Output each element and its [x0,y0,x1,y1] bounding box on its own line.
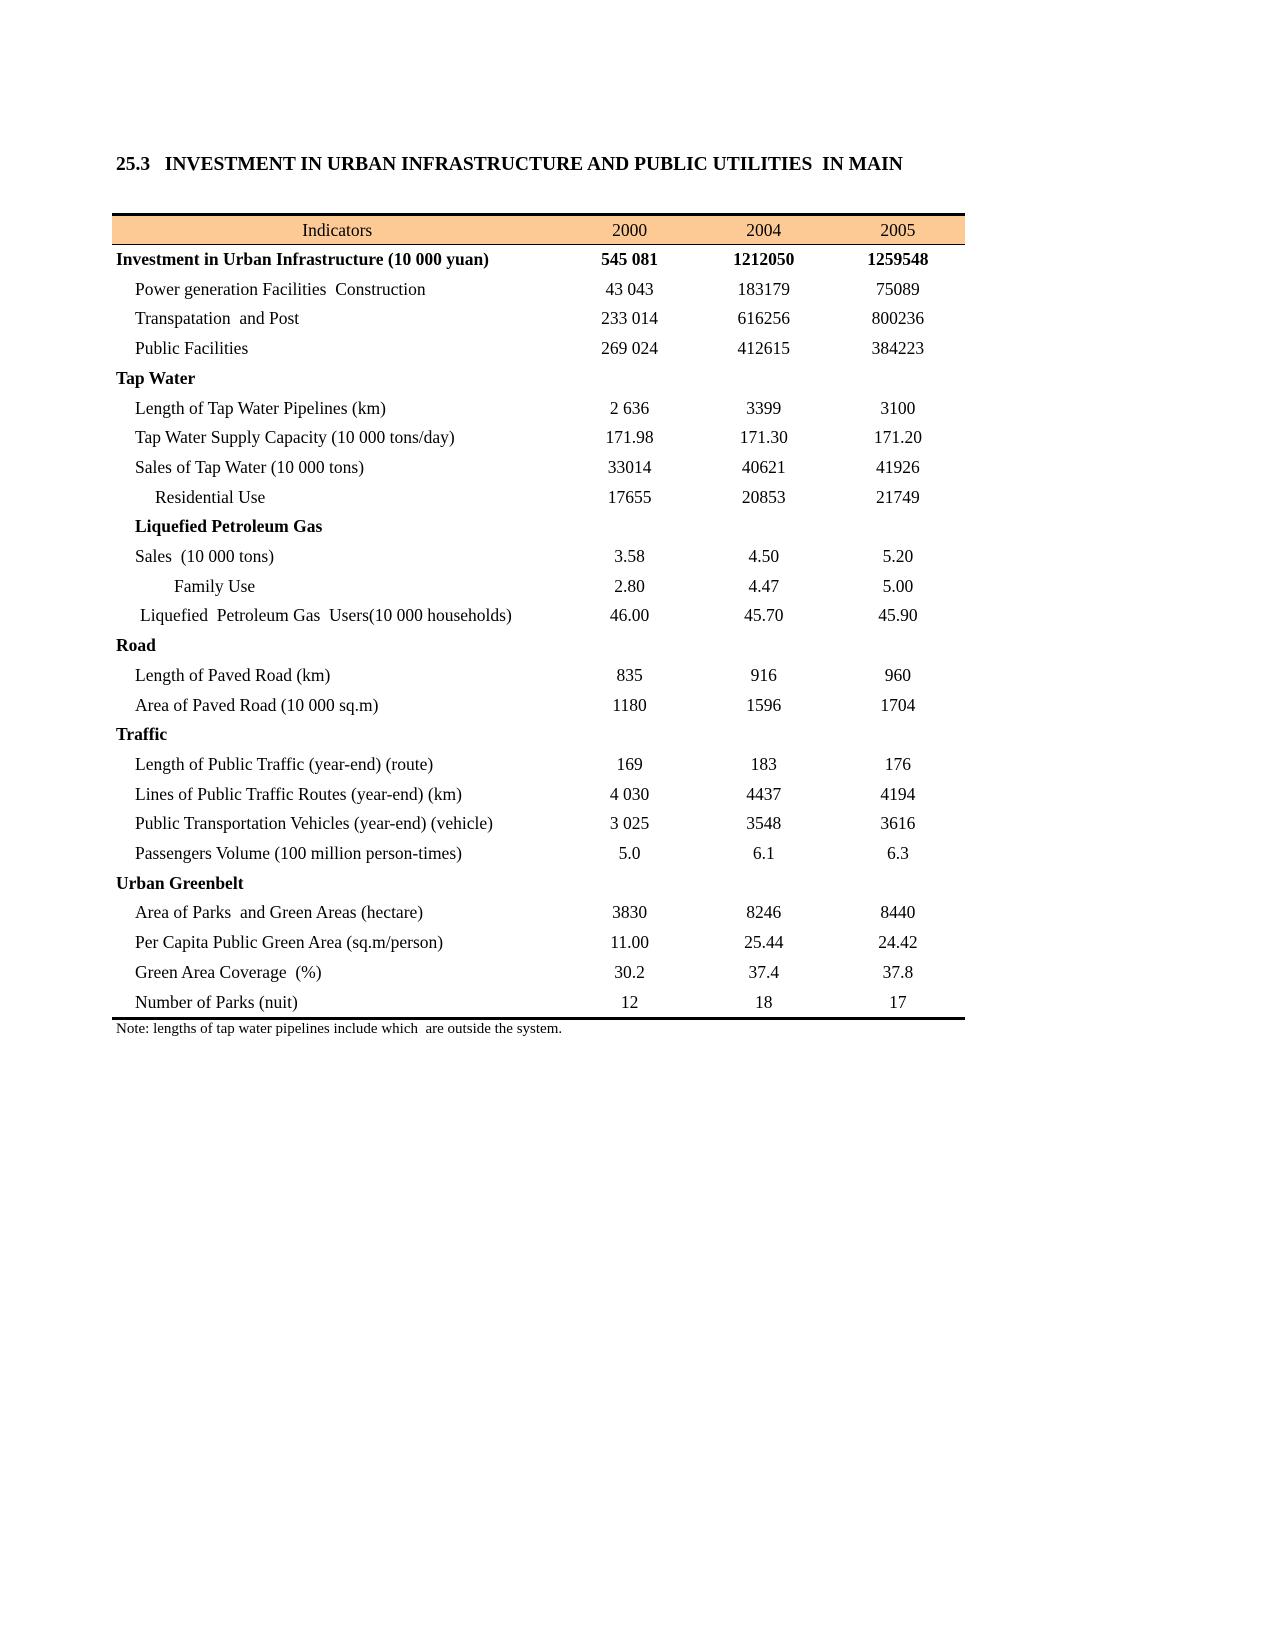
row-label: Area of Paved Road (10 000 sq.m) [135,694,379,715]
cell-2005: 17 [831,988,965,1019]
cell-2004 [697,512,831,542]
header-2004: 2004 [697,215,831,245]
row-label: Length of Public Traffic (year-end) (route) [135,753,434,774]
cell-2004: 616256 [737,308,790,329]
cell-2005 [831,869,965,899]
cell-2004: 3548 [746,813,782,834]
section-heading: Road [116,635,156,656]
cell-2005: 1704 [880,694,916,715]
cell-2005: 4194 [880,783,916,804]
row-label: Power generation Facilities Construction [135,278,426,299]
table-row [112,245,965,275]
section-row [112,720,965,750]
cell-2004: 1596 [746,694,782,715]
row-label: Tap Water Supply Capacity (10 000 tons/day) [135,427,455,448]
cell-2005 [831,631,965,661]
cell-2005: 24.42 [878,932,918,953]
cell-2000: 3830 [612,902,648,923]
table-row [112,483,965,513]
cell-2004: 18 [697,988,831,1019]
row-label: Sales of Tap Water (10 000 tons) [135,456,365,477]
cell-2004: 183 [750,753,777,774]
table-row [112,601,965,631]
section-row [112,364,965,394]
cell-2000: 33014 [607,456,652,477]
table-row [112,275,965,305]
cell-2004: 412615 [737,338,790,359]
table-row [112,661,965,691]
cell-2005: 1259548 [867,249,929,269]
cell-2005: 45.90 [878,605,918,626]
table-row [112,304,965,334]
row-label: Transpatation and Post [135,308,300,329]
row-label: Sales (10 000 tons) [135,546,275,567]
row-label: Length of Tap Water Pipelines (km) [135,397,386,418]
section-heading: Tap Water [116,367,196,388]
cell-2004 [697,720,831,750]
table-row [112,928,965,958]
cell-2004: 45.70 [744,605,784,626]
cell-2000: 43 043 [605,278,654,299]
cell-2005: 8440 [880,902,916,923]
table-row [112,453,965,483]
table-row [112,423,965,453]
cell-2000 [563,720,697,750]
row-label: Length of Paved Road (km) [135,664,331,685]
cell-2000: 4 030 [609,783,650,804]
table-row [112,572,965,602]
cell-2004 [697,869,831,899]
cell-2000: 3.58 [614,546,645,567]
cell-2004: 171.30 [739,427,788,448]
row-label: Green Area Coverage (%) [135,961,322,982]
data-table [112,213,965,1020]
section-heading: Liquefied Petroleum Gas [135,516,323,537]
row-label: Area of Parks and Green Areas (hectare) [135,902,424,923]
table-row [112,750,965,780]
cell-2000: 5.0 [618,843,641,864]
cell-2004: 4437 [746,783,782,804]
cell-2004: 8246 [746,902,782,923]
cell-2004: 183179 [737,278,790,299]
table-row [112,839,965,869]
cell-2004: 4.47 [748,575,780,596]
cell-2000: 545 081 [601,249,659,269]
cell-2004: 916 [750,664,777,685]
cell-2005: 21749 [876,486,920,507]
cell-2005: 800236 [871,308,925,329]
cell-2004: 4.50 [748,546,780,567]
table-row [112,691,965,721]
row-label: Residential Use [155,486,266,507]
table-row [112,542,965,572]
cell-2000: 12 [563,988,697,1019]
cell-2005: 41926 [876,456,920,477]
cell-2005: 75089 [876,278,920,299]
section-row [112,869,965,899]
cell-2005 [831,720,965,750]
cell-2000: 233 014 [601,308,659,329]
row-label: Liquefied Petroleum Gas Users(10 000 households) [140,605,512,626]
cell-2000: 17655 [607,486,652,507]
section-heading: Urban Greenbelt [116,872,244,893]
cell-2005: 960 [884,664,912,685]
table-row [112,958,965,988]
section-row [112,631,965,661]
cell-2005: 5.20 [882,546,914,567]
cell-2004: 25.44 [744,932,784,953]
section-row [112,512,965,542]
table-row [112,394,965,424]
cell-2000: 169 [616,753,643,774]
header-indicators: Indicators [112,215,563,245]
cell-2000: 11.00 [610,932,649,953]
page-title: 25.3 INVESTMENT IN URBAN INFRASTRUCTURE AND PUBLIC UTILITIES IN MAIN [116,154,903,175]
cell-2000: 835 [616,664,643,685]
cell-2004 [697,631,831,661]
cell-2000: 2 636 [609,397,650,418]
cell-2000: 1180 [612,694,647,715]
cell-2000 [563,512,697,542]
row-label: Passengers Volume (100 million person-times) [135,843,462,864]
cell-2005: 3616 [880,813,916,834]
cell-2004 [697,364,831,394]
cell-2004: 1212050 [733,249,795,269]
cell-2000: 2.80 [614,575,645,596]
cell-2005: 6.3 [886,843,909,864]
table-row [112,780,965,810]
cell-2000: 269 024 [601,338,659,359]
cell-2000: 171.98 [605,427,654,448]
cell-2005: 176 [884,753,912,774]
row-label: Family Use [174,575,256,596]
table-row [112,988,965,1019]
cell-2005: 37.8 [882,961,914,982]
cell-2000: 46.00 [609,605,650,626]
row-label: Investment in Urban Infrastructure (10 000 yuan) [116,249,490,269]
cell-2005: 3100 [880,397,916,418]
cell-2000 [563,869,697,899]
header-2000: 2000 [563,215,697,245]
cell-2005: 171.20 [873,427,922,448]
table-row [112,334,965,364]
cell-2005 [831,512,965,542]
header-2005: 2005 [831,215,965,245]
table-row [112,809,965,839]
cell-2000: 3 025 [609,813,650,834]
cell-2004: 3399 [746,397,782,418]
cell-2000 [563,364,697,394]
row-label: Number of Parks (nuit) [112,988,563,1019]
cell-2004: 6.1 [752,843,775,864]
cell-2005: 5.00 [882,575,914,596]
row-label: Per Capita Public Green Area (sq.m/person) [135,932,444,953]
cell-2004: 20853 [741,486,786,507]
row-label: Lines of Public Traffic Routes (year-end) (km) [135,783,462,804]
cell-2005: 384223 [871,338,925,359]
section-heading: Traffic [116,724,168,745]
cell-2000: 30.2 [614,961,645,982]
cell-2000 [563,631,697,661]
cell-2004: 40621 [741,456,786,477]
row-label: Public Transportation Vehicles (year-end) (vehicle) [135,813,493,834]
table-row [112,898,965,928]
table-header-row [112,215,965,245]
row-label: Public Facilities [135,338,249,359]
table-footnote: Note: lengths of tap water pipelines include which are outside the system. [116,1021,563,1037]
cell-2005 [831,364,965,394]
cell-2004: 37.4 [748,961,780,982]
